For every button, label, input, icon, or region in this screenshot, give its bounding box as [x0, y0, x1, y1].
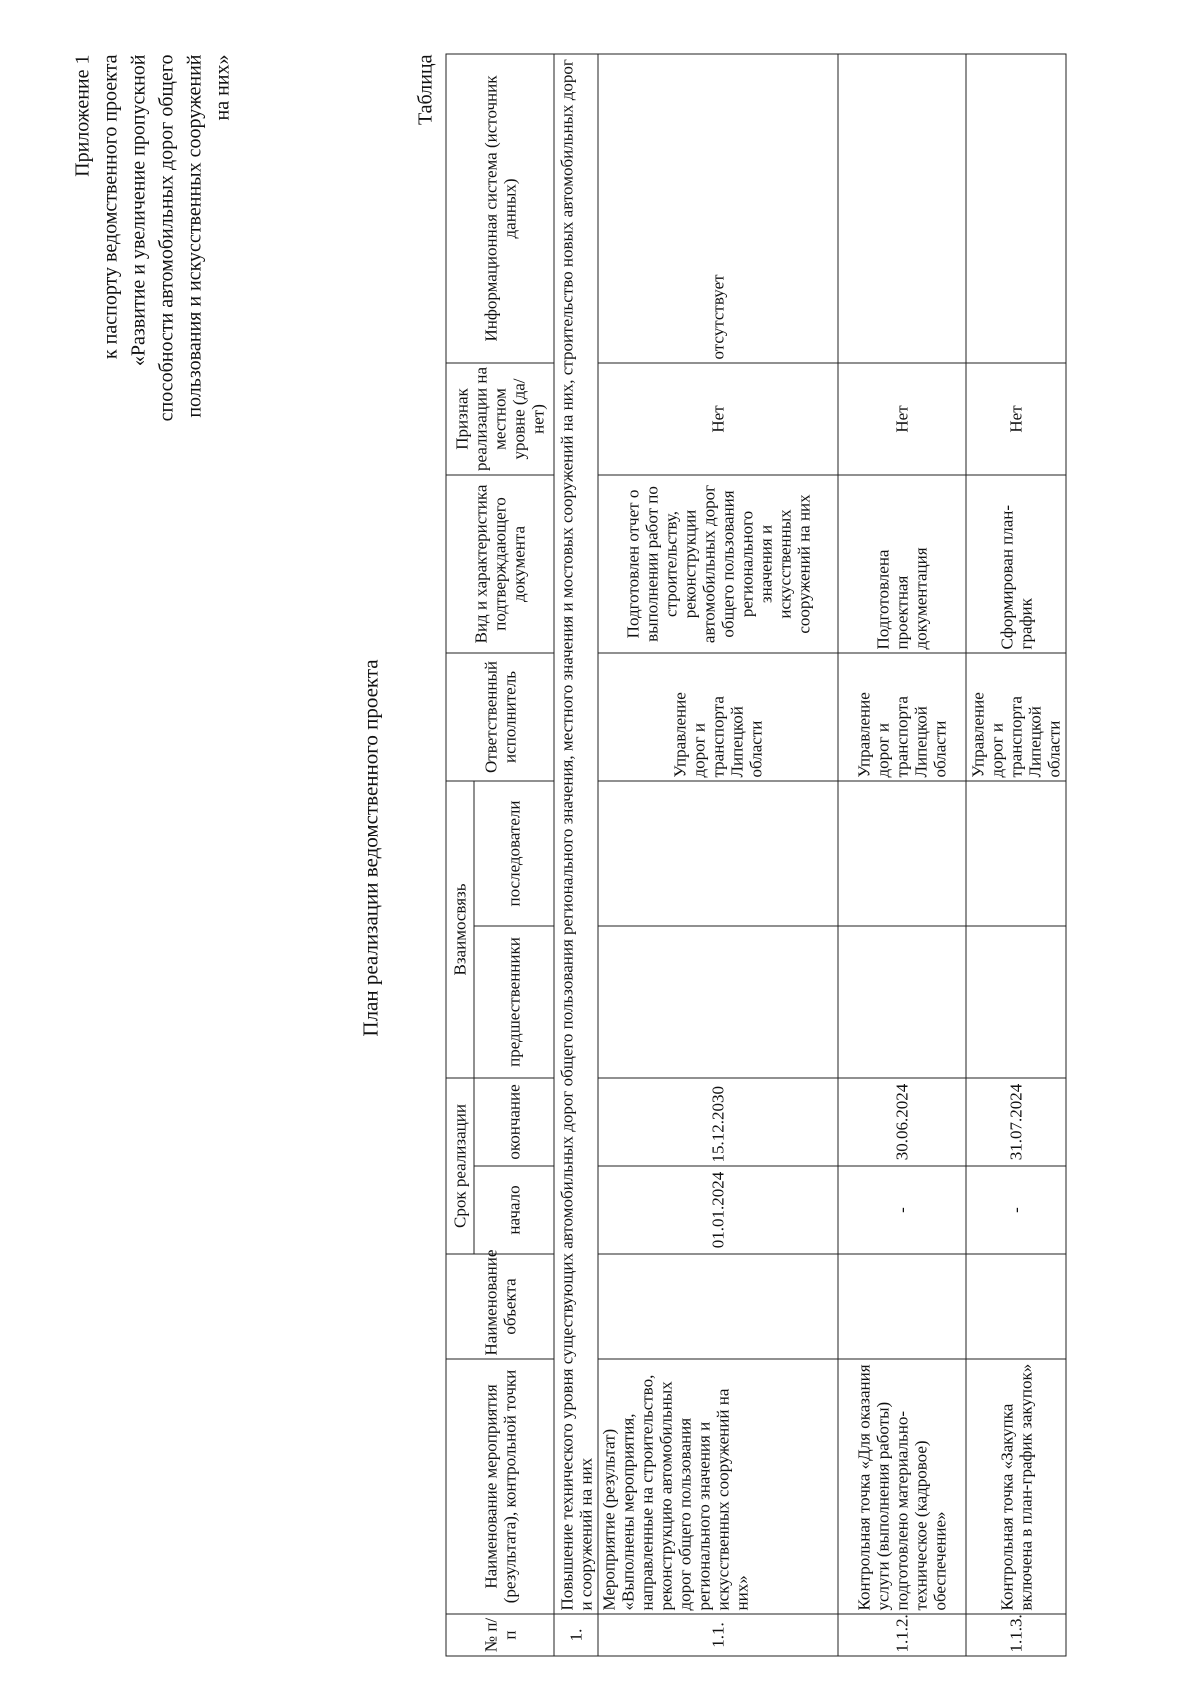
header-term: Срок реализации: [446, 1078, 474, 1254]
row-executor: Управление дорог и транспорта Липецкой области: [838, 653, 966, 781]
row-executor: Управление дорог и транспорта Липецкой области: [966, 653, 1066, 781]
row-infosystem: отсутствует: [598, 54, 838, 363]
header-document: Вид и характеристика подтверждающего документа: [446, 475, 554, 653]
row-name: Контрольная точка «Для оказания услуги (выполнения работы) подготовлено материально-техническое (кадровое) обеспечение»: [838, 1359, 966, 1614]
table-row: [838, 54, 966, 1656]
annex-block: [68, 55, 236, 615]
row-num: 1.1.3.: [966, 1614, 1066, 1656]
row-infosystem: [838, 54, 966, 363]
row-successors: [838, 781, 966, 926]
row-successors: [966, 781, 1066, 926]
header-executor: Ответственный исполнитель: [446, 653, 554, 781]
row-end: 31.07.2024: [966, 1078, 1066, 1166]
plan-table: [445, 53, 1066, 1656]
header-name: Наименование мероприятия (результата), контрольной точки: [446, 1359, 554, 1614]
row-successors: [598, 781, 838, 926]
row-object: [838, 1254, 966, 1359]
header-relation: Взаимосвязь: [446, 781, 474, 1078]
row-name: Мероприятие (результат) «Выполнены мероприятия, направленные на строительство, реконструкцию автомобильных дорог общего пользования регионального значения и искусственных сооружений на них»: [598, 1359, 838, 1614]
table-row: [966, 54, 1066, 1656]
header-infosystem: Информационная система (источник данных): [446, 54, 554, 363]
row-start: 01.01.2024: [598, 1166, 838, 1254]
annex-line: к паспорту ведомственного проекта: [99, 54, 121, 360]
header-row-top: [446, 54, 474, 1656]
row-predecessors: [966, 926, 1066, 1078]
document-title: План реализации ведомственного проекта: [358, 659, 382, 1037]
annex-line: «Развитие и увеличение пропускной: [127, 54, 149, 367]
row-infosystem: [966, 54, 1066, 363]
section-text: Повышение технического уровня существующих автомобильных дорог общего пользования регионального значения, местного значения и мостовых сооружений на них, строительство новых автомобильных дорог и сооружений на них: [554, 54, 598, 1614]
row-name: Контрольная точка «Закупка включена в план-график закупок»: [966, 1359, 1066, 1614]
header-successors: последователи: [474, 781, 554, 926]
row-predecessors: [598, 926, 838, 1078]
annex-line: способности автомобильных дорог общего: [155, 54, 177, 422]
row-local: Нет: [598, 363, 838, 475]
row-predecessors: [838, 926, 966, 1078]
row-start: -: [838, 1166, 966, 1254]
header-local: Признак реализации на местном уровне (да/нет): [446, 363, 554, 475]
row-local: Нет: [838, 363, 966, 475]
header-end: окончание: [474, 1078, 554, 1166]
row-document: Подготовлен отчет о выполнении работ по строительству, реконструкции автомобильных дорог общего пользования регионального значения и искусственных сооружений на них: [598, 475, 838, 653]
annex-line: на них»: [211, 54, 233, 121]
annex-line: пользования и искусственных сооружений: [183, 54, 205, 418]
row-executor: Управление дорог и транспорта Липецкой области: [598, 653, 838, 781]
row-num: 1.1.: [598, 1614, 838, 1656]
section-num: 1.: [554, 1614, 598, 1656]
row-num: 1.1.2.: [838, 1614, 966, 1656]
row-end: 15.12.2030: [598, 1078, 838, 1166]
header-object: Наименование объекта: [446, 1254, 554, 1359]
row-object: [598, 1254, 838, 1359]
table-label: Таблица: [414, 54, 436, 126]
row-start: -: [966, 1166, 1066, 1254]
row-document: Подготовлена проектная документация: [838, 475, 966, 653]
row-end: 30.06.2024: [838, 1078, 966, 1166]
annex-line: Приложение 1: [71, 54, 93, 177]
row-local: Нет: [966, 363, 1066, 475]
table-row: [598, 54, 838, 1656]
header-num: № п/п: [446, 1614, 554, 1656]
section-row: [554, 54, 598, 1656]
header-predecessors: предшественники: [474, 926, 554, 1078]
row-object: [966, 1254, 1066, 1359]
row-document: Сформирован план-график: [966, 475, 1066, 653]
header-start: начало: [474, 1166, 554, 1254]
